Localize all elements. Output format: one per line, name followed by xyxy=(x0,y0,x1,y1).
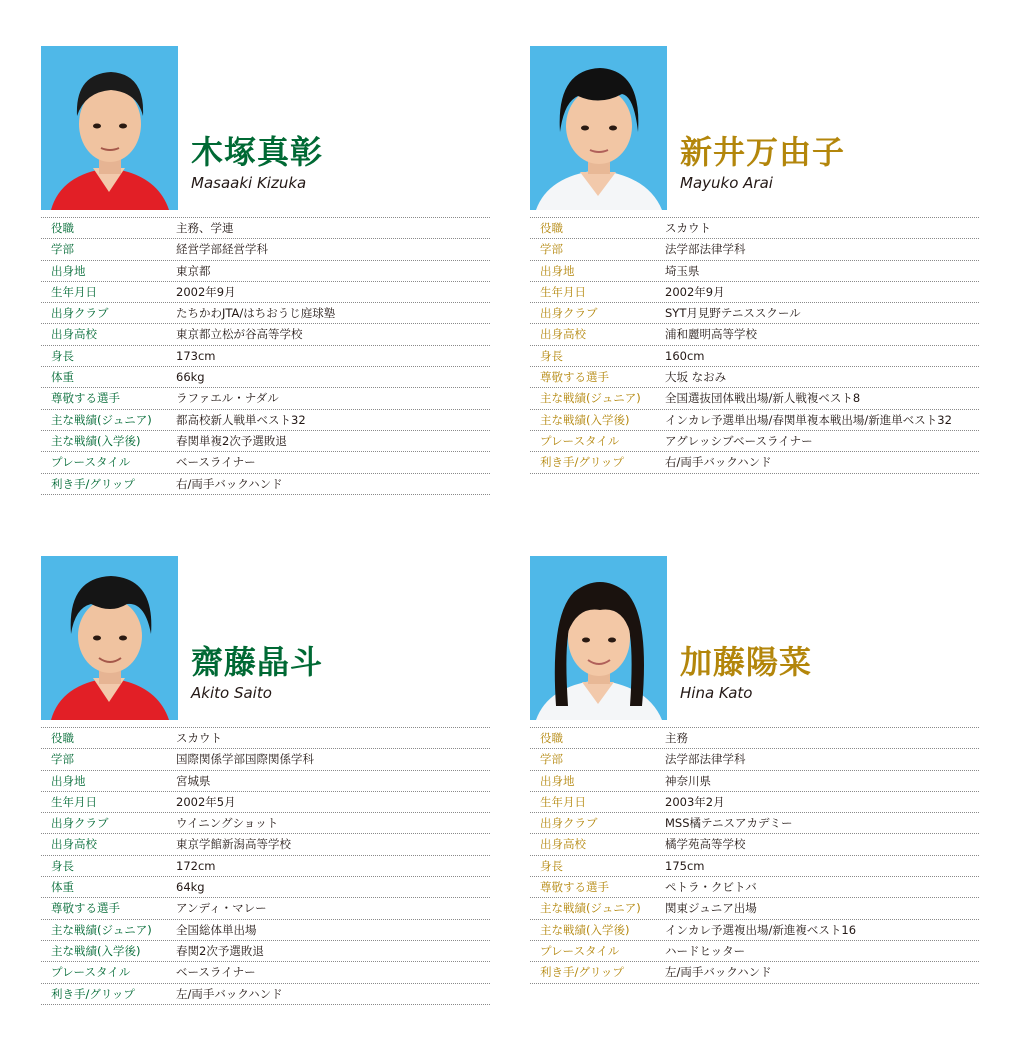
portrait-photo xyxy=(41,46,178,210)
field-label: 利き手/グリップ xyxy=(51,986,135,1001)
field-label: 主な戦績(ジュニア) xyxy=(540,901,641,916)
profile-row xyxy=(530,239,979,260)
portrait-woman-white-shirt-icon xyxy=(530,46,667,210)
field-value: 都高校新人戦単ベスト32 xyxy=(176,412,306,427)
field-value: ペトラ・クビトバ xyxy=(665,880,757,895)
field-label: 利き手/グリップ xyxy=(51,476,135,491)
field-label: 生年月日 xyxy=(540,284,586,299)
profile-row xyxy=(41,261,490,282)
field-value: 法学部法律学科 xyxy=(665,242,746,257)
field-value: たちかわJTA/はちおうじ庭球塾 xyxy=(176,306,336,321)
profile-row xyxy=(41,388,490,409)
field-label: 生年月日 xyxy=(540,794,586,809)
profile-row xyxy=(41,941,490,962)
profile-row xyxy=(41,431,490,452)
profile-row xyxy=(530,282,979,303)
field-value: 春関単複2次予選敗退 xyxy=(176,433,287,448)
field-value: 埼玉県 xyxy=(665,263,700,278)
profile-row xyxy=(530,303,979,324)
portrait-photo xyxy=(41,556,178,720)
field-label: 生年月日 xyxy=(51,284,97,299)
field-label: 学部 xyxy=(540,752,563,767)
profile-row xyxy=(41,282,490,303)
field-value: スカウト xyxy=(665,221,711,235)
profile-row xyxy=(530,728,979,749)
field-label: 出身高校 xyxy=(540,327,586,342)
name-english: Masaaki Kizuka xyxy=(191,174,307,192)
portrait-man-red-shirt-icon xyxy=(41,556,178,720)
field-value: 2003年2月 xyxy=(665,794,725,809)
field-label: 出身クラブ xyxy=(540,816,598,831)
field-label: 利き手/グリップ xyxy=(540,455,624,470)
profile-row xyxy=(530,218,979,239)
profile-row xyxy=(530,792,979,813)
profile-row xyxy=(530,877,979,898)
field-value: アンディ・マレー xyxy=(176,901,267,916)
field-label: 主な戦績(入学後) xyxy=(51,943,141,958)
profile-row xyxy=(530,771,979,792)
profile-row xyxy=(41,771,490,792)
profile-row xyxy=(530,856,979,877)
profile-row xyxy=(41,410,490,431)
field-value: 160cm xyxy=(665,348,705,363)
name-english: Akito Saito xyxy=(191,684,272,702)
name-japanese: 齋藤晶斗 xyxy=(191,643,324,681)
profile-row xyxy=(41,303,490,324)
field-value: 大坂 なおみ xyxy=(665,370,727,385)
portrait-man-red-shirt-icon xyxy=(41,46,178,210)
field-label: 尊敬する選手 xyxy=(540,880,609,895)
field-value: ベースライナー xyxy=(176,965,256,980)
profile-row xyxy=(41,877,490,898)
field-value: ハードヒッター xyxy=(665,943,746,958)
name-japanese: 新井万由子 xyxy=(680,133,846,171)
field-label: 出身高校 xyxy=(540,837,586,852)
field-value: インカレ予選複出場/新進複ベスト16 xyxy=(665,922,857,937)
field-label: 出身地 xyxy=(540,263,575,278)
field-value: 春関2次予選敗退 xyxy=(176,943,264,958)
field-label: 主な戦績(ジュニア) xyxy=(51,412,152,427)
profile-row xyxy=(41,218,490,239)
field-label: 尊敬する選手 xyxy=(540,370,609,385)
field-label: 主な戦績(ジュニア) xyxy=(51,922,152,937)
field-value: 2002年9月 xyxy=(665,284,725,299)
field-value: スカウト xyxy=(176,731,222,745)
field-label: 出身クラブ xyxy=(51,816,109,831)
field-value: 左/両手バックハンド xyxy=(665,965,772,980)
field-label: 体重 xyxy=(51,880,74,895)
profile-row xyxy=(530,324,979,345)
profile-row xyxy=(41,813,490,834)
field-value: ラファエル・ナダル xyxy=(176,391,279,406)
field-value: 全国選抜団体戦出場/新人戦複ベスト8 xyxy=(665,391,861,406)
profile-row xyxy=(41,856,490,877)
field-value: 2002年5月 xyxy=(176,794,236,809)
field-value: 全国総体単出場 xyxy=(176,922,257,937)
name-japanese: 木塚真彰 xyxy=(191,133,324,171)
field-label: 利き手/グリップ xyxy=(540,965,624,980)
field-label: 役職 xyxy=(51,221,74,235)
field-label: 生年月日 xyxy=(51,794,97,809)
field-label: 役職 xyxy=(51,731,74,745)
profile-row xyxy=(530,834,979,855)
profile-table xyxy=(41,217,490,495)
field-label: 役職 xyxy=(540,221,563,235)
field-value: 神奈川県 xyxy=(665,773,711,788)
field-value: 左/両手バックハンド xyxy=(176,986,283,1001)
profile-row xyxy=(530,941,979,962)
field-label: 出身地 xyxy=(540,773,575,788)
profile-row xyxy=(41,367,490,388)
field-label: 出身クラブ xyxy=(540,306,598,321)
field-value: 浦和麗明高等学校 xyxy=(665,327,757,342)
profile-row xyxy=(41,792,490,813)
profile-row xyxy=(530,346,979,367)
profile-row xyxy=(41,962,490,983)
name-english: Mayuko Arai xyxy=(680,174,773,192)
field-value: 関東ジュニア出場 xyxy=(665,901,757,916)
field-label: 身長 xyxy=(51,858,74,873)
field-value: 東京都 xyxy=(176,263,211,278)
field-value: 173cm xyxy=(176,348,216,363)
field-label: プレースタイル xyxy=(51,965,131,980)
field-value: 東京学館新潟高等学校 xyxy=(176,837,291,852)
profile-row xyxy=(530,431,979,452)
field-value: 東京都立松が谷高等学校 xyxy=(176,327,303,342)
field-label: 主な戦績(ジュニア) xyxy=(540,391,641,406)
profile-table xyxy=(41,727,490,1005)
field-value: 経営学部経営学科 xyxy=(176,242,268,257)
profile-row xyxy=(41,834,490,855)
field-value: ベースライナー xyxy=(176,455,256,470)
field-value: アグレッシブベースライナー xyxy=(665,433,813,448)
field-value: 宮城県 xyxy=(176,773,211,788)
field-label: 学部 xyxy=(540,242,563,257)
field-label: 体重 xyxy=(51,370,74,385)
field-label: プレースタイル xyxy=(51,455,131,470)
field-value: 主務 xyxy=(665,731,688,745)
field-value: 国際関係学部国際関係学科 xyxy=(176,752,314,767)
field-value: 橘学苑高等学校 xyxy=(665,837,746,852)
profile-row xyxy=(41,474,490,495)
field-label: プレースタイル xyxy=(540,943,620,958)
profile-row xyxy=(530,367,979,388)
field-value: 右/両手バックハンド xyxy=(665,455,772,470)
profile-row xyxy=(530,898,979,919)
profile-row xyxy=(41,898,490,919)
field-value: 172cm xyxy=(176,858,216,873)
field-label: 出身高校 xyxy=(51,837,97,852)
field-value: 主務、学連 xyxy=(176,221,234,235)
field-label: 出身高校 xyxy=(51,327,97,342)
field-value: MSS橘テニスアカデミー xyxy=(665,816,793,831)
field-label: 身長 xyxy=(51,348,74,363)
field-label: 学部 xyxy=(51,242,74,257)
field-value: 66kg xyxy=(176,370,205,385)
profile-row xyxy=(530,452,979,473)
field-value: SYT月見野テニススクール xyxy=(665,306,801,321)
profile-row xyxy=(530,388,979,409)
field-label: 出身地 xyxy=(51,773,86,788)
field-value: インカレ予選単出場/春関単複本戦出場/新進単ベスト32 xyxy=(665,412,952,427)
field-label: プレースタイル xyxy=(540,433,620,448)
profile-row xyxy=(41,728,490,749)
field-label: 主な戦績(入学後) xyxy=(540,412,630,427)
field-label: 尊敬する選手 xyxy=(51,391,120,406)
profile-row xyxy=(41,749,490,770)
field-value: 64kg xyxy=(176,880,205,895)
name-english: Hina Kato xyxy=(680,684,753,702)
profile-row xyxy=(41,239,490,260)
profile-row xyxy=(530,813,979,834)
profile-row xyxy=(41,324,490,345)
profile-table xyxy=(530,727,979,984)
portrait-photo xyxy=(530,46,667,210)
field-value: 法学部法律学科 xyxy=(665,752,746,767)
field-label: 役職 xyxy=(540,731,563,745)
field-value: ウイニングショット xyxy=(176,816,279,831)
field-label: 主な戦績(入学後) xyxy=(540,922,630,937)
portrait-woman-white-shirt-icon xyxy=(530,556,667,720)
field-value: 右/両手バックハンド xyxy=(176,476,283,491)
profile-row xyxy=(530,920,979,941)
field-label: 尊敬する選手 xyxy=(51,901,120,916)
profile-row xyxy=(530,749,979,770)
profile-row xyxy=(530,410,979,431)
field-value: 2002年9月 xyxy=(176,284,236,299)
field-value: 175cm xyxy=(665,858,705,873)
name-japanese: 加藤陽菜 xyxy=(680,643,813,681)
profile-row xyxy=(41,984,490,1005)
field-label: 出身クラブ xyxy=(51,306,109,321)
field-label: 身長 xyxy=(540,348,563,363)
profile-row xyxy=(41,452,490,473)
profile-row xyxy=(530,962,979,983)
profile-table xyxy=(530,217,979,474)
field-label: 身長 xyxy=(540,858,563,873)
profile-row xyxy=(530,261,979,282)
field-label: 出身地 xyxy=(51,263,86,278)
profile-row xyxy=(41,920,490,941)
field-label: 主な戦績(入学後) xyxy=(51,433,141,448)
portrait-photo xyxy=(530,556,667,720)
profile-row xyxy=(41,346,490,367)
field-label: 学部 xyxy=(51,752,74,767)
